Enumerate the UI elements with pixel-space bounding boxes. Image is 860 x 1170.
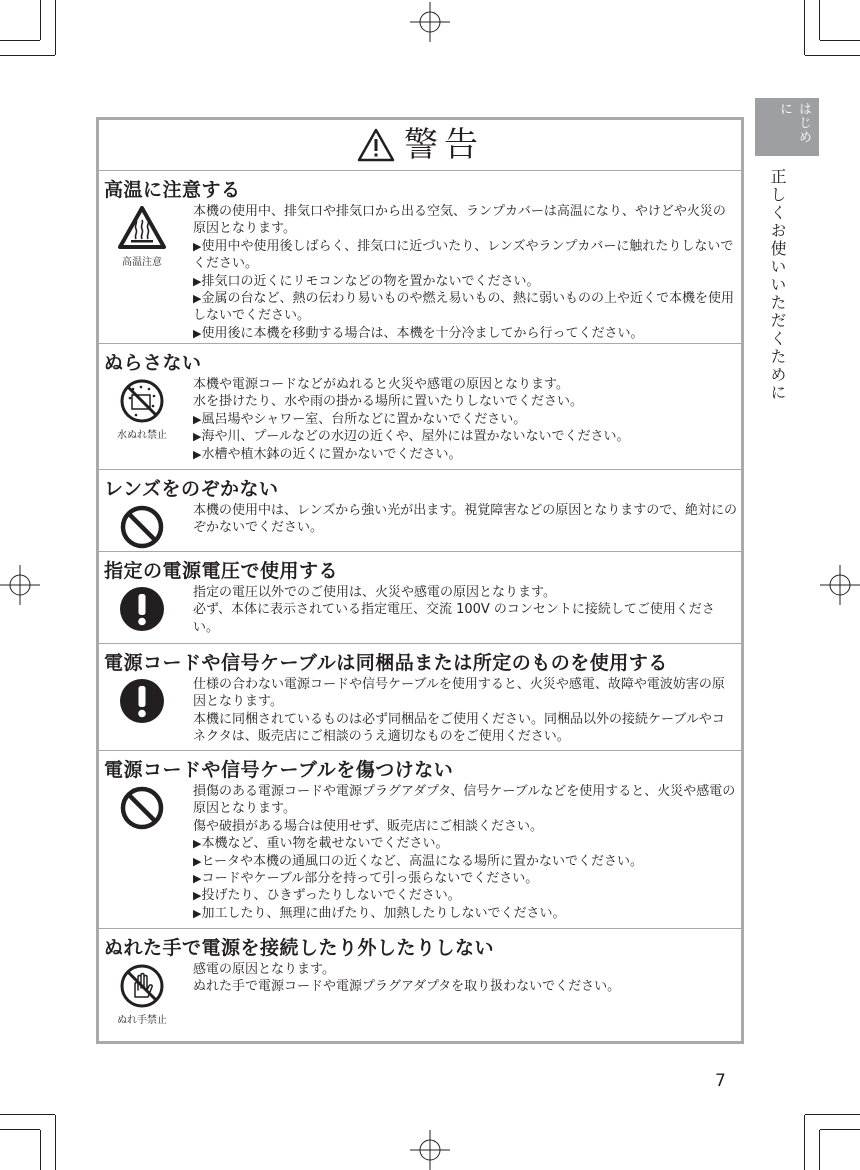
- paragraph: 損傷のある電源コードや電源プラグアダプタ、信号ケーブルなどを使用すると、火災や感電の原因となります。: [193, 784, 736, 817]
- warning-section: [99, 470, 741, 552]
- warning-header: [99, 120, 741, 171]
- section-title: レンズをのぞかない: [104, 478, 279, 500]
- section-text: [193, 676, 737, 746]
- bullet-item: ▶ 投げたり、ひきずったりしないでください。: [193, 887, 737, 904]
- bullet-item: ▶ 本機など、重い物を載せないでください。: [193, 835, 737, 852]
- section-text: [193, 783, 737, 922]
- section-body: [99, 203, 741, 342]
- section-title: 電源コードや信号ケーブルを傷つけない: [104, 759, 454, 781]
- section-body: [99, 676, 741, 746]
- icon-label: ぬれ手禁止: [117, 1015, 167, 1026]
- section-body: [99, 783, 741, 922]
- paragraph: 必ず、本体に表示されている指定電圧、交流 100V のコンセントに接続してご使用ください。: [193, 602, 715, 635]
- icon-label: 水ぬれ禁止: [117, 430, 167, 441]
- paragraph: 感電の原因となります。: [193, 962, 335, 977]
- section-title: 電源コードや信号ケーブルは同梱品または所定のものを使用する: [104, 652, 668, 674]
- warning-section: [99, 929, 741, 1041]
- paragraph: 傷や破損がある場合は使用せず、販売店にご相談ください。: [193, 818, 543, 834]
- section-title: 指定の電源電圧で使用する: [104, 560, 339, 582]
- bullet-item: ▶ 金属の台など、熱の伝わり易いものや燃え易いもの、熱に弱いものの上や近くで本機を使用しないでください。: [193, 290, 737, 325]
- warning-section: [99, 751, 741, 929]
- bullet-item: ▶ 排気口の近くにリモコンなどの物を置かないでください。: [193, 273, 737, 290]
- bullet-item: ▶ 海や川、プールなどの水辺の近くや、屋外には置かないないでください。: [193, 428, 737, 445]
- paragraph: 本機や電源コードなどがぬれると火災や感電の原因となります。: [193, 377, 569, 392]
- bullet-item: ▶ ヒータや本機の通風口の近くなど、高温になる場所に置かないでください。: [193, 853, 737, 870]
- warning-title: 警告: [404, 125, 484, 165]
- chapter-tab-label: はじめに: [777, 102, 811, 144]
- chapter-tab: [755, 98, 819, 156]
- section-text: [193, 584, 737, 636]
- warning-sections: [99, 171, 741, 1041]
- paragraph: 水を掛けたり、水や雨の掛かる場所に置いたりしないでください。: [193, 394, 584, 410]
- page-number: 7: [715, 1071, 726, 1091]
- prohibited-icon: [107, 504, 177, 550]
- warning-section: [99, 552, 741, 644]
- section-text: [193, 502, 737, 537]
- bullet-item: ▶ コードやケーブル部分を持って引っ張らないでください。: [193, 870, 737, 887]
- section-text: [193, 203, 737, 342]
- bullet-item: ▶ 加工したり、無理に曲げたり、加熱したりしないでください。: [193, 905, 737, 922]
- registration-mark-top-icon: [410, 2, 450, 42]
- warning-frame: [96, 117, 744, 1044]
- no-water-icon: [107, 378, 177, 441]
- no-wet-hands-icon: [107, 963, 177, 1026]
- section-text: [193, 376, 737, 463]
- registration-mark-bottom-icon: [410, 1130, 450, 1170]
- section-body: [99, 502, 741, 537]
- paragraph: 本機に同梱されているものは必ず同梱品をご使用ください。同梱品以外の接続ケーブルやコネクタは、販売店にご相談のうえ適切なものをご使用ください。: [193, 711, 725, 745]
- warning-section: [99, 344, 741, 470]
- chapter-title: 正しくお使いいただくために: [768, 168, 787, 402]
- mandatory-icon: [107, 586, 177, 632]
- prohibited-icon: [107, 785, 177, 831]
- section-body: [99, 584, 741, 636]
- hot-surface-warning-icon: [107, 205, 177, 268]
- icon-label: 高温注意: [122, 257, 162, 268]
- section-title: 高温に注意する: [104, 179, 241, 201]
- section-title: ぬれた手で電源を接続したり外したりしない: [104, 937, 495, 959]
- paragraph: 本機の使用中、排気口や排気口から出る空気、ランプカバーは高温になり、やけどや火災の原因となります。: [193, 204, 726, 237]
- section-body: [99, 376, 741, 463]
- mandatory-icon: [107, 678, 177, 724]
- paragraph: 指定の電圧以外でのご使用は、火災や感電の原因となります。: [193, 585, 556, 600]
- warning-section: [99, 644, 741, 751]
- bullet-item: ▶ 使用後に本機を移動する場合は、本機を十分冷ましてから行ってください。: [193, 325, 737, 342]
- section-text: [193, 961, 737, 996]
- registration-mark-right-icon: [820, 565, 860, 605]
- paragraph: 仕様の合わない電源コードや信号ケーブルを使用すると、火災や感電、故障や電波妨害の原因となります。: [193, 677, 725, 710]
- section-title: ぬらさない: [104, 352, 202, 374]
- bullet-item: ▶ 使用中や使用後しばらく、排気口に近づいたり、レンズやランプカバーに触れたりしないでください。: [193, 238, 737, 273]
- section-body: [99, 961, 741, 1026]
- paragraph: 本機の使用中は、レンズから強い光が出ます。視覚障害などの原因となりますので、絶対にのぞかないでください。: [193, 503, 737, 536]
- warning-section: [99, 171, 741, 344]
- registration-mark-left-icon: [0, 565, 40, 605]
- paragraph: ぬれた手で電源コードや電源プラグアダプタを取り扱わないでください。: [193, 979, 621, 995]
- bullet-item: ▶ 水槽や植木鉢の近くに置かないでください。: [193, 446, 737, 463]
- warning-triangle-icon: [356, 127, 396, 163]
- bullet-item: ▶ 風呂場やシャワー室、台所などに置かないでください。: [193, 411, 737, 428]
